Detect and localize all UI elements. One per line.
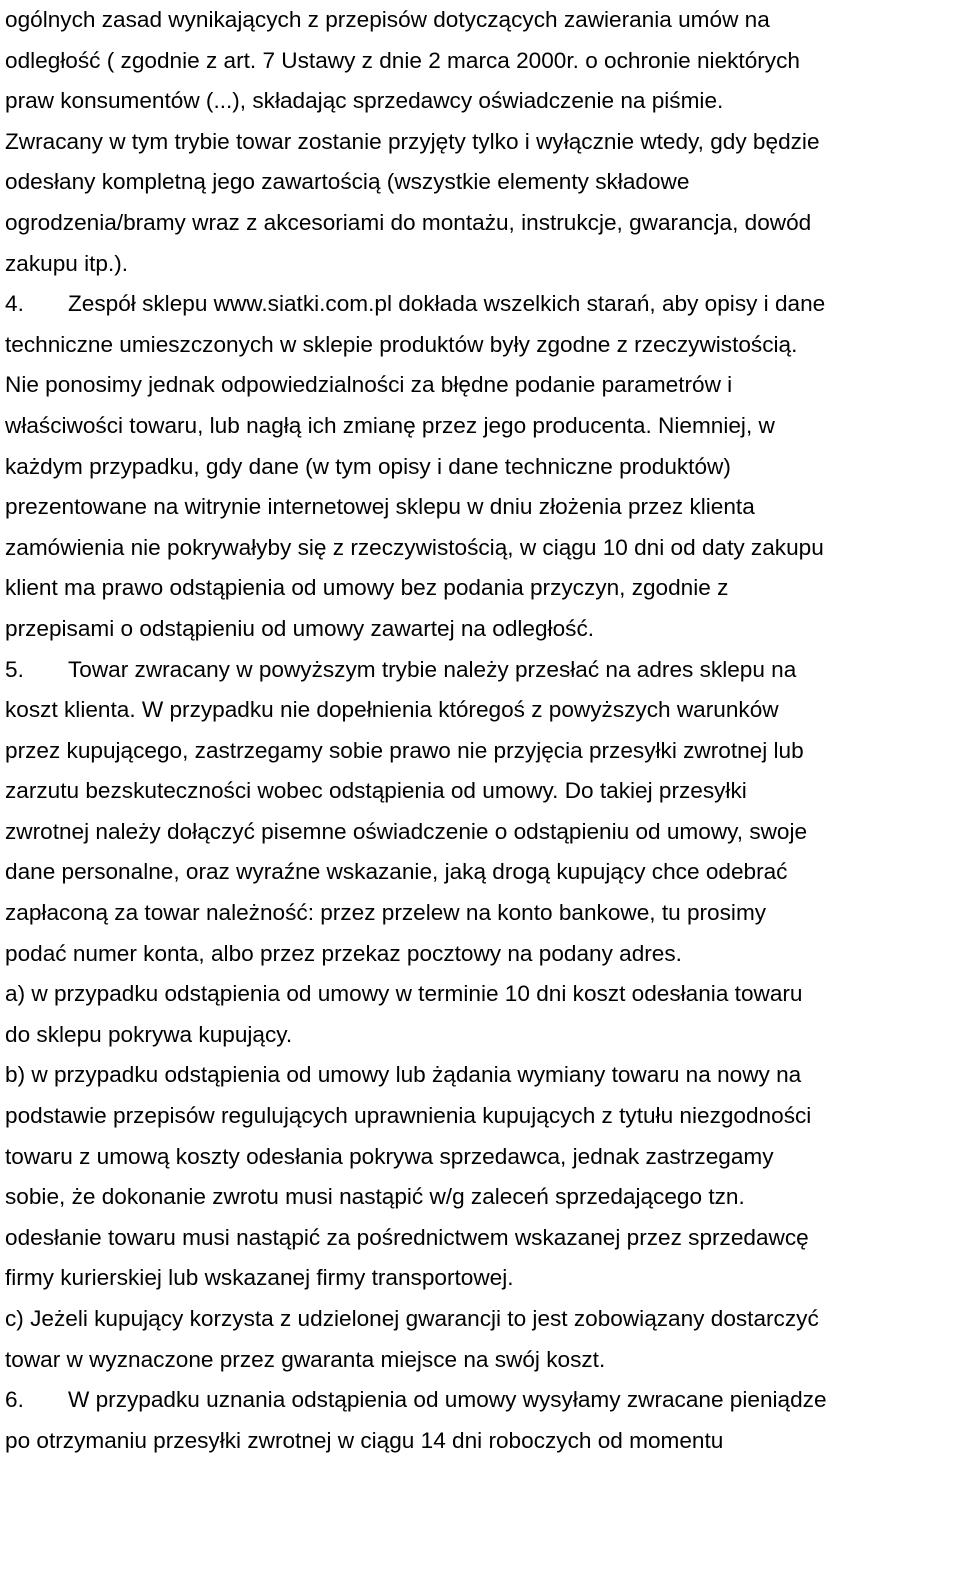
intro-paragraph: [5, 0, 955, 284]
item-first-line: Towar zwracany w powyższym trybie należy przesłać na adres sklepu na: [68, 656, 797, 682]
text-line: odesłanie towaru musi nastąpić za pośrednictwem wskazanej przez sprzedawcę: [5, 1224, 809, 1250]
text-line: [5, 284, 955, 325]
text-line: odległość ( zgodnie z art. 7 Ustawy z dnie 2 marca 2000r. o ochronie niektórych: [5, 47, 800, 73]
item-5-paragraph: [5, 650, 955, 975]
text-line: b) w przypadku odstąpienia od umowy lub żądania wymiany towaru na nowy na: [5, 1062, 802, 1088]
text-line: zamówienia nie pokrywałyby się z rzeczywistością, w ciągu 10 dni od daty zakupu: [5, 534, 824, 560]
text-line: towaru z umową koszty odesłania pokrywa sprzedawca, jednak zastrzegamy: [5, 1143, 774, 1169]
document-page: [5, 0, 955, 1461]
text-line: po otrzymaniu przesyłki zwrotnej w ciągu 14 dni roboczych od momentu: [5, 1427, 724, 1453]
item-number: 5.: [5, 656, 24, 682]
item-c-paragraph: [5, 1299, 955, 1380]
text-line: prezentowane na witrynie internetowej sklepu w dniu złożenia przez klienta: [5, 494, 755, 520]
text-line: zakupu itp.).: [5, 250, 129, 276]
text-line: podstawie przepisów regulujących uprawnienia kupujących z tytułu niezgodności: [5, 1103, 812, 1129]
text-line: ogólnych zasad wynikających z przepisów dotyczących zawierania umów na: [5, 7, 770, 32]
item-b-paragraph: [5, 1055, 955, 1299]
text-line: a) w przypadku odstąpienia od umowy w terminie 10 dni koszt odesłania towaru: [5, 981, 803, 1007]
text-line: [5, 1380, 955, 1421]
item-number: 4.: [5, 291, 24, 317]
text-line: zapłaconą za towar należność: przez przelew na konto bankowe, tu prosimy: [5, 900, 767, 926]
text-line: zarzutu bezskuteczności wobec odstąpienia od umowy. Do takiej przesyłki: [5, 778, 747, 804]
text-line: przepisami o odstąpieniu od umowy zawartej na odległość.: [5, 615, 595, 641]
text-line: sobie, że dokonanie zwrotu musi nastąpić w/g zaleceń sprzedającego tzn.: [5, 1184, 745, 1210]
item-first-line: Zespół sklepu www.siatki.com.pl dokłada wszelkich starań, aby opisy i dane: [68, 291, 826, 317]
text-line: przez kupującego, zastrzegamy sobie prawo nie przyjęcia przesyłki zwrotnej lub: [5, 737, 804, 763]
text-line: Nie ponosimy jednak odpowiedzialności za błędne podanie parametrów i: [5, 372, 733, 398]
item-6-paragraph: [5, 1380, 955, 1461]
text-line: koszt klienta. W przypadku nie dopełnienia któregoś z powyższych warunków: [5, 697, 779, 723]
item-4-paragraph: [5, 284, 955, 649]
text-line: Zwracany w tym trybie towar zostanie przyjęty tylko i wyłącznie wtedy, gdy będzie: [5, 128, 820, 154]
text-line: towar w wyznaczone przez gwaranta miejsce na swój koszt.: [5, 1346, 606, 1372]
text-line: praw konsumentów (...), składając sprzedawcy oświadczenie na piśmie.: [5, 88, 724, 114]
text-line: do sklepu pokrywa kupujący.: [5, 1021, 293, 1047]
text-line: każdym przypadku, gdy dane (w tym opisy i dane techniczne produktów): [5, 453, 731, 479]
item-a-paragraph: [5, 974, 955, 1055]
text-line: techniczne umieszczonych w sklepie produktów były zgodne z rzeczywistością.: [5, 331, 798, 357]
text-line: podać numer konta, albo przez przekaz pocztowy na podany adres.: [5, 940, 682, 966]
text-line: klient ma prawo odstąpienia od umowy bez podania przyczyn, zgodnie z: [5, 575, 729, 601]
text-line: [5, 650, 955, 691]
item-number: 6.: [5, 1387, 24, 1413]
text-line: firmy kurierskiej lub wskazanej firmy transportowej.: [5, 1265, 514, 1291]
text-line: zwrotnej należy dołączyć pisemne oświadczenie o odstąpieniu od umowy, swoje: [5, 818, 808, 844]
item-first-line: W przypadku uznania odstąpienia od umowy wysyłamy zwracane pieniądze: [68, 1387, 827, 1413]
text-line: ogrodzenia/bramy wraz z akcesoriami do montażu, instrukcje, gwarancja, dowód: [5, 209, 812, 235]
text-line: c) Jeżeli kupujący korzysta z udzielonej gwarancji to jest zobowiązany dostarczyć: [5, 1306, 819, 1331]
text-line: dane personalne, oraz wyraźne wskazanie, jaką drogą kupujący chce odebrać: [5, 859, 788, 885]
text-line: odesłany kompletną jego zawartością (wszystkie elementy składowe: [5, 169, 690, 195]
text-line: właściwości towaru, lub nagłą ich zmianę przez jego producenta. Niemniej, w: [5, 412, 775, 438]
